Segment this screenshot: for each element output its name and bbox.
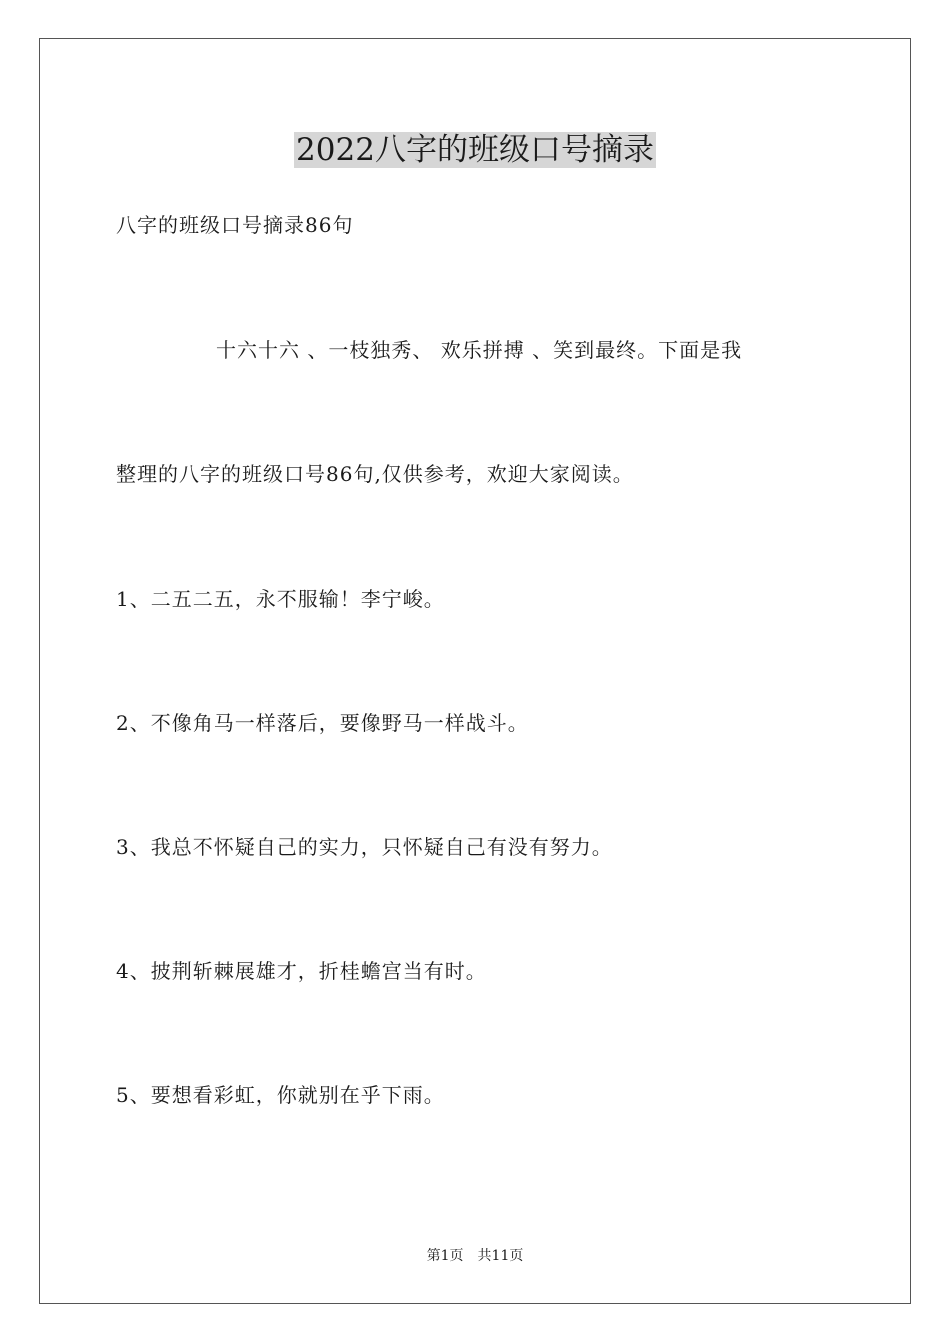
- document-title-container: [0, 128, 950, 172]
- list-item-1: 1、二五二五，永不服输！李宁峻。: [116, 587, 445, 611]
- document-title: 2022八字的班级口号摘录: [296, 132, 654, 168]
- document-subtitle: 八字的班级口号摘录86句: [116, 213, 354, 237]
- page-footer: [0, 1246, 950, 1266]
- list-item-3: 3、我总不怀疑自己的实力，只怀疑自己有没有努力。: [116, 835, 613, 859]
- intro-paragraph-line-2: 整理的八字的班级口号86句,仅供参考，欢迎大家阅读。: [116, 462, 634, 486]
- list-item-5: 5、要想看彩虹，你就别在乎下雨。: [116, 1083, 445, 1107]
- page-total: 共11页: [477, 1248, 524, 1264]
- list-item-4: 4、披荆斩棘展雄才，折桂蟾宫当有时。: [116, 959, 487, 983]
- intro-paragraph-line-1: 十六十六 、一枝独秀、 欢乐拼搏 、笑到最终。下面是我: [216, 338, 743, 362]
- page-number: 第1页: [426, 1248, 464, 1264]
- list-item-2: 2、不像角马一样落后，要像野马一样战斗。: [116, 711, 529, 735]
